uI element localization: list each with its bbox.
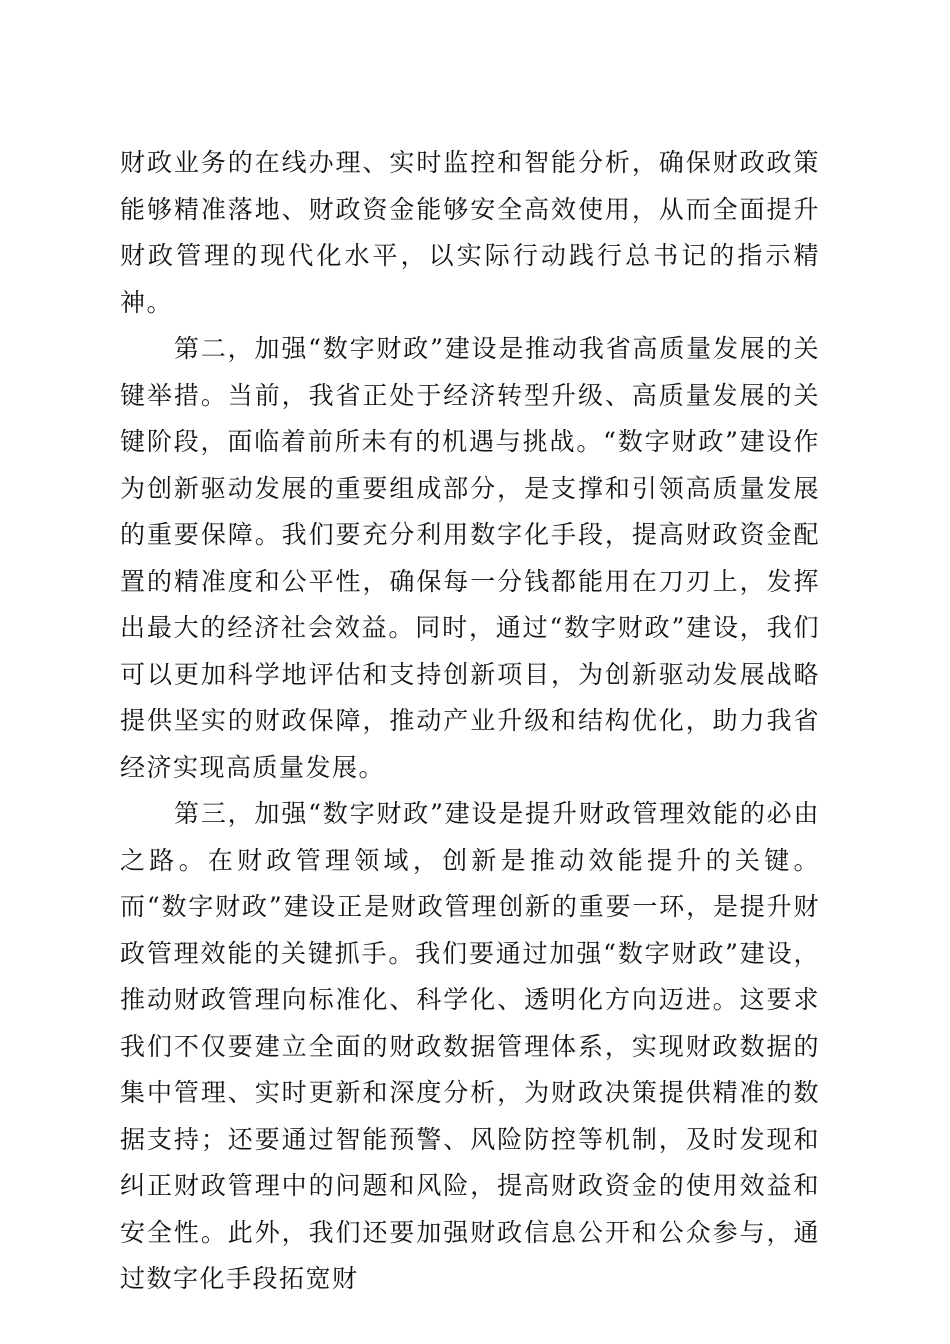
paragraph-third: 第三，加强“数字财政”建设是提升财政管理效能的必由之路。在财政管理领域，创新是推动效能提升的关键。而“数字财政”建设正是财政管理创新的重要一环，是提升财政管理效能的关键抓手。我们要通过加强“数字财政”建设，推动财政管理向标准化、科学化、透明化方向迈进。这要求我们不仅要建立全面的财政数据管理体系，实现财政数据的集中管理、实时更新和深度分析，为财政决策提供精准的数据支持；还要通过智能预警、风险防控等机制，及时发现和纠正财政管理中的问题和风险，提高财政资金的使用效益和安全性。此外，我们还要加强财政信息公开和公众参与，通过数字化手段拓宽财 bbox=[120, 799, 820, 1293]
paragraph-continuation: 财政业务的在线办理、实时监控和智能分析，确保财政政策能够精准落地、财政资金能够安全高效使用，从而全面提升财政管理的现代化水平，以实际行动践行总书记的指示精神。 bbox=[120, 148, 820, 317]
document-body bbox=[120, 140, 820, 1303]
paragraph-second: 第二，加强“数字财政”建设是推动我省高质量发展的关键举措。当前，我省正处于经济转型升级、高质量发展的关键阶段，面临着前所未有的机遇与挑战。“数字财政”建设作为创新驱动发展的重要组成部分，是支撑和引领高质量发展的重要保障。我们要充分利用数字化手段，提高财政资金配置的精准度和公平性，确保每一分钱都能用在刀刃上，发挥出最大的经济社会效益。同时，通过“数字财政”建设，我们可以更加科学地评估和支持创新项目，为创新驱动发展战略提供坚实的财政保障，推动产业升级和结构优化，助力我省经济实现高质量发展。 bbox=[120, 334, 820, 782]
